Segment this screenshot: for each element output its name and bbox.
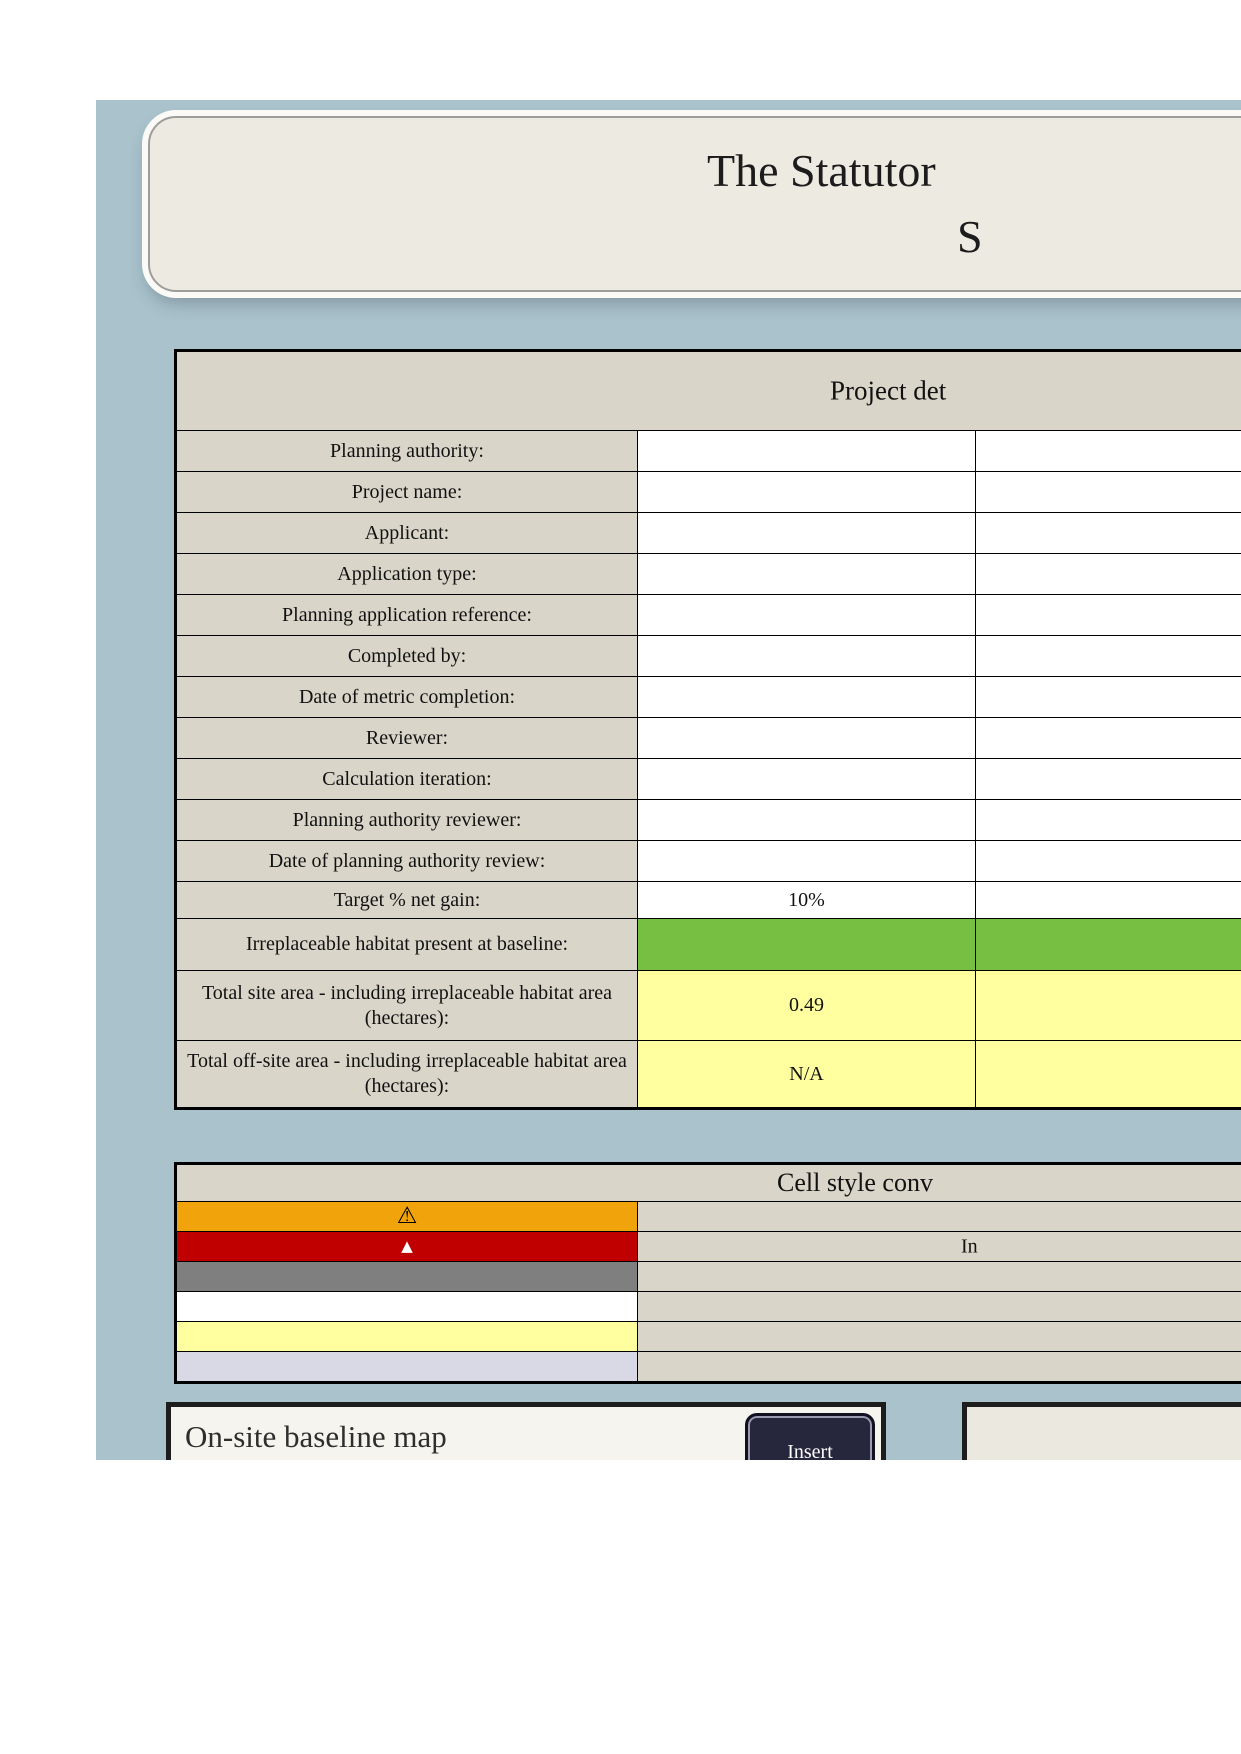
onsite-baseline-map-title: On-site baseline map	[185, 1419, 447, 1454]
cell-extension	[976, 919, 1241, 970]
cell-style-conventions-header	[177, 1165, 1241, 1201]
planning-application-reference-input[interactable]	[638, 595, 976, 635]
field-label: Planning authority:	[177, 431, 638, 471]
field-label: Date of planning authority review:	[177, 841, 638, 881]
row-calculation-iteration	[177, 758, 1241, 799]
cell-extension	[976, 636, 1241, 676]
field-label: Target % net gain:	[177, 882, 638, 918]
project-details-title: Project det	[830, 375, 947, 406]
row-completed-by	[177, 635, 1241, 676]
calculation-iteration-input[interactable]	[638, 759, 976, 799]
convention-row-input	[177, 1321, 1241, 1351]
convention-row-lookup	[177, 1351, 1241, 1381]
cell-extension	[976, 431, 1241, 471]
cell-extension	[976, 718, 1241, 758]
cell-extension	[976, 841, 1241, 881]
row-irreplaceable-habitat	[177, 918, 1241, 970]
convention-description	[638, 1262, 1241, 1291]
field-label: Applicant:	[177, 513, 638, 553]
row-date-of-planning-authority-review	[177, 840, 1241, 881]
app-subtitle: S	[957, 211, 983, 262]
cell-extension	[976, 472, 1241, 512]
onsite-baseline-map-section	[166, 1402, 886, 1460]
planning-authority-input[interactable]	[638, 431, 976, 471]
convention-description	[638, 1232, 1241, 1261]
title-banner	[148, 116, 1241, 292]
cell-extension	[976, 595, 1241, 635]
applicant-input[interactable]	[638, 513, 976, 553]
planning-authority-reviewer-input[interactable]	[638, 800, 976, 840]
cell-extension	[976, 513, 1241, 553]
completed-by-input[interactable]	[638, 636, 976, 676]
input-swatch	[177, 1322, 638, 1351]
calculated-swatch	[177, 1292, 638, 1321]
field-label: Reviewer:	[177, 718, 638, 758]
project-details-table	[174, 349, 1241, 1110]
target-net-gain-value[interactable]: 10%	[638, 882, 976, 918]
convention-label-fragment: In	[961, 1235, 978, 1257]
cell-style-conventions-table	[174, 1162, 1241, 1384]
total-site-area-value[interactable]: 0.49	[638, 971, 976, 1040]
row-planning-authority-reviewer	[177, 799, 1241, 840]
date-of-planning-authority-review-input[interactable]	[638, 841, 976, 881]
locked-swatch	[177, 1262, 638, 1291]
convention-description	[638, 1322, 1241, 1351]
irreplaceable-habitat-dropdown[interactable]	[638, 919, 976, 970]
row-total-offsite-area	[177, 1040, 1241, 1107]
cell-extension	[976, 759, 1241, 799]
field-label: Planning authority reviewer:	[177, 800, 638, 840]
cell-extension	[976, 677, 1241, 717]
cell-extension	[976, 971, 1241, 1040]
warning-icon: ⚠	[396, 1203, 418, 1229]
row-application-type	[177, 553, 1241, 594]
convention-description	[638, 1202, 1241, 1231]
row-date-of-metric-completion	[177, 676, 1241, 717]
total-offsite-area-value[interactable]: N/A	[638, 1041, 976, 1107]
row-project-name	[177, 471, 1241, 512]
cell-extension	[976, 1041, 1241, 1107]
cell-extension	[976, 800, 1241, 840]
row-planning-authority	[177, 430, 1241, 471]
field-label: Application type:	[177, 554, 638, 594]
row-reviewer	[177, 717, 1241, 758]
error-swatch	[177, 1232, 638, 1261]
field-label: Total site area - including irreplaceable habitat area (hectares):	[177, 971, 638, 1040]
row-applicant	[177, 512, 1241, 553]
field-label: Completed by:	[177, 636, 638, 676]
convention-row-error	[177, 1231, 1241, 1261]
convention-description	[638, 1352, 1241, 1381]
date-of-metric-completion-input[interactable]	[638, 677, 976, 717]
application-type-input[interactable]	[638, 554, 976, 594]
insert-map-button[interactable]: Insert	[745, 1413, 875, 1460]
cell-style-conventions-title: Cell style conv	[777, 1168, 933, 1197]
row-total-site-area	[177, 970, 1241, 1040]
convention-description	[638, 1292, 1241, 1321]
convention-row-calculated	[177, 1291, 1241, 1321]
warning-swatch	[177, 1202, 638, 1231]
project-details-header	[177, 352, 1241, 430]
cell-extension	[976, 554, 1241, 594]
field-label: Calculation iteration:	[177, 759, 638, 799]
field-label: Planning application reference:	[177, 595, 638, 635]
lookup-swatch	[177, 1352, 638, 1381]
convention-row-locked	[177, 1261, 1241, 1291]
field-label: Date of metric completion:	[177, 677, 638, 717]
cell-extension	[976, 882, 1241, 918]
field-label: Irreplaceable habitat present at baseline:	[177, 919, 638, 970]
row-planning-application-reference	[177, 594, 1241, 635]
app-title: The Statutor	[707, 145, 936, 196]
field-label: Project name:	[177, 472, 638, 512]
convention-row-warning	[177, 1201, 1241, 1231]
workbook-panel	[96, 100, 1241, 1460]
row-target-net-gain	[177, 881, 1241, 918]
project-name-input[interactable]	[638, 472, 976, 512]
offsite-baseline-map-section	[962, 1402, 1241, 1460]
field-label: Total off-site area - including irreplaceable habitat area (hectares):	[177, 1041, 638, 1107]
reviewer-input[interactable]	[638, 718, 976, 758]
error-triangle-icon: ▲	[401, 1237, 413, 1255]
